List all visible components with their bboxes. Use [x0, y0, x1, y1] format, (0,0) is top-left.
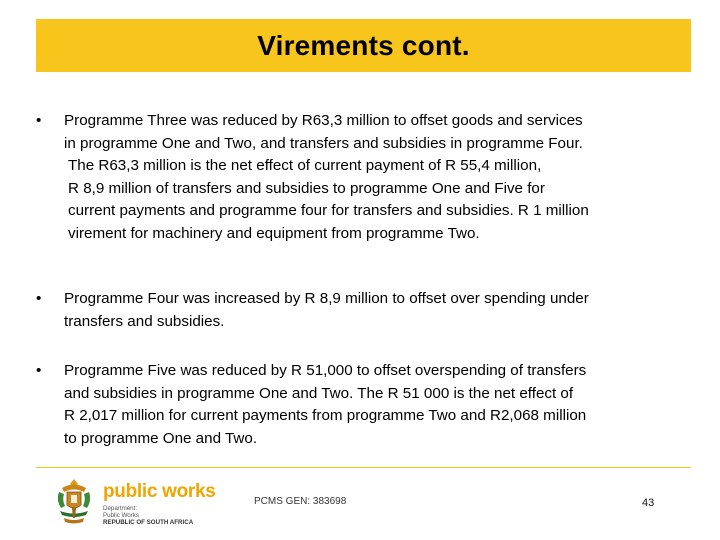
bullet-text — [64, 288, 696, 333]
footer-divider — [36, 467, 691, 468]
logo-sub-line: Public Works — [103, 512, 139, 520]
page-number: 43 — [642, 497, 655, 509]
bullet-dot: • — [36, 362, 42, 379]
logo-wordmark: public works — [103, 481, 216, 502]
bullet-text — [64, 360, 696, 450]
bullet-line: and subsidies in programme One and Two. The R 51 000 is the net effect of — [64, 384, 574, 402]
document-id: PCMS GEN: 383698 — [254, 496, 347, 507]
bullet-line: Programme Four was increased by R 8,9 million to offset over spending under — [64, 290, 589, 307]
bullet-line: R 2,017 million for current payments from programme Two and R2,068 million — [64, 407, 587, 424]
bullet-text — [64, 110, 696, 245]
bullet-line: Programme Three was reduced by R63,3 million to offset goods and services — [64, 112, 583, 129]
coat-of-arms-icon — [56, 478, 92, 526]
title-bar — [36, 19, 691, 72]
logo-subtext — [103, 505, 216, 527]
bullet-line: The R63,3 million is the net effect of current payment of R 55,4 million, — [68, 157, 542, 174]
slide-title: Virements cont. — [257, 29, 470, 61]
bullet-line: transfers and subsidies. — [64, 312, 225, 330]
bullet-line: virement for machinery and equipment from programme Two. — [68, 224, 480, 242]
logo-sub-line: Department: — [103, 505, 138, 512]
public-works-logo — [103, 482, 216, 527]
bullet-line: R 8,9 million of transfers and subsidies to programme One and Five for — [68, 179, 545, 197]
bullet-line: current payments and programme four for transfers and subsidies. R 1 million — [68, 202, 589, 219]
bullet-line: to programme One and Two. — [64, 429, 258, 447]
bullet-dot: • — [36, 290, 42, 307]
logo-sub-line: REPUBLIC OF SOUTH AFRICA — [103, 519, 194, 527]
bullet-line: Programme Five was reduced by R 51,000 to offset overspending of transfers — [64, 362, 587, 379]
bullet-dot: • — [36, 112, 42, 129]
bullet-line: in programme One and Two, and transfers and subsidies in programme Four. — [64, 134, 583, 152]
